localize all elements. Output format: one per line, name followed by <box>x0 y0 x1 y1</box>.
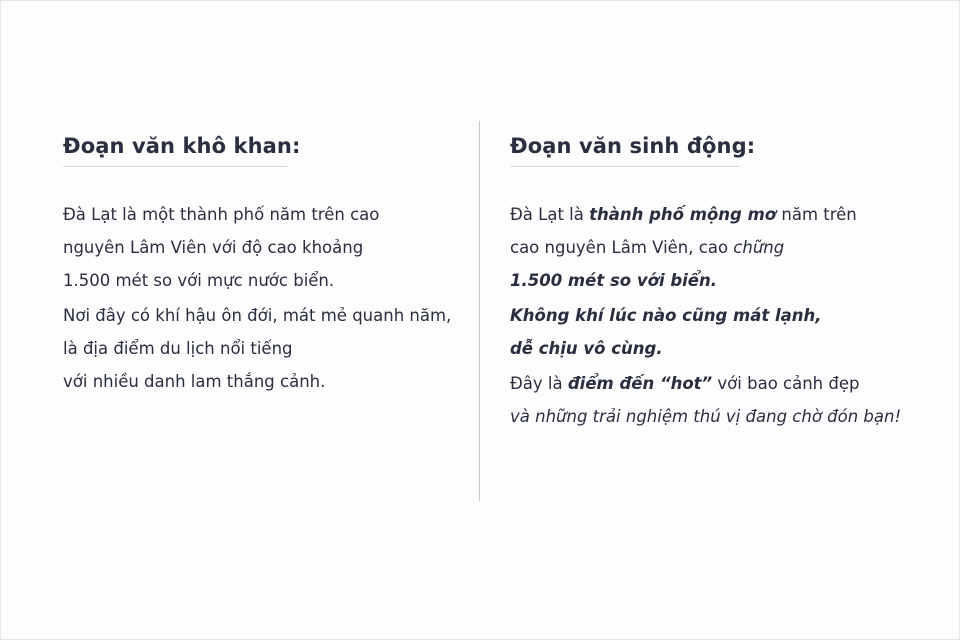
vivid-paragraph-2 <box>510 299 920 365</box>
vivid-paragraph-heading: Đoạn văn sinh động: <box>510 134 740 167</box>
text-line <box>510 367 920 400</box>
column-divider <box>479 121 480 501</box>
text-line: 1.500 mét so với mực nước biển. <box>63 271 335 290</box>
dry-paragraph-2 <box>63 299 463 398</box>
text-line: Đà Lạt là một thành phố năm trên cao <box>63 205 380 224</box>
italic-line: và những trải nghiệm thú vị đang chờ đón bạn! <box>510 407 902 426</box>
dry-paragraph-heading: Đoạn văn khô khan: <box>63 134 287 167</box>
dry-paragraph-column <box>63 134 463 398</box>
plain-text: cao nguyên Lâm Viên, cao <box>510 238 734 257</box>
text-line: với nhiều danh lam thắng cảnh. <box>63 372 326 391</box>
text-line: là địa điểm du lịch nổi tiếng <box>63 339 293 358</box>
text-line <box>510 231 920 264</box>
vivid-paragraph-1 <box>510 198 920 297</box>
vivid-paragraph-column <box>510 134 920 433</box>
plain-text: năm trên <box>776 205 857 224</box>
plain-text: với bao cảnh đẹp <box>712 374 860 393</box>
emphasis-line: 1.500 mét so với biển. <box>510 271 718 290</box>
plain-text: Đà Lạt là <box>510 205 590 224</box>
vivid-paragraph-3 <box>510 367 920 433</box>
emphasis-text: điểm đến “hot” <box>567 374 713 393</box>
text-line: nguyên Lâm Viên với độ cao khoảng <box>63 238 364 257</box>
emphasis-line: Không khí lúc nào cũng mát lạnh, <box>510 306 822 325</box>
emphasis-text: thành phố mộng mơ <box>589 205 777 224</box>
italic-text: chững <box>733 238 785 257</box>
text-line <box>510 198 920 231</box>
dry-paragraph-1 <box>63 198 463 297</box>
emphasis-line: dễ chịu vô cùng. <box>510 339 663 358</box>
text-line: Nơi đây có khí hậu ôn đới, mát mẻ quanh năm, <box>63 306 452 325</box>
plain-text: Đây là <box>510 374 568 393</box>
